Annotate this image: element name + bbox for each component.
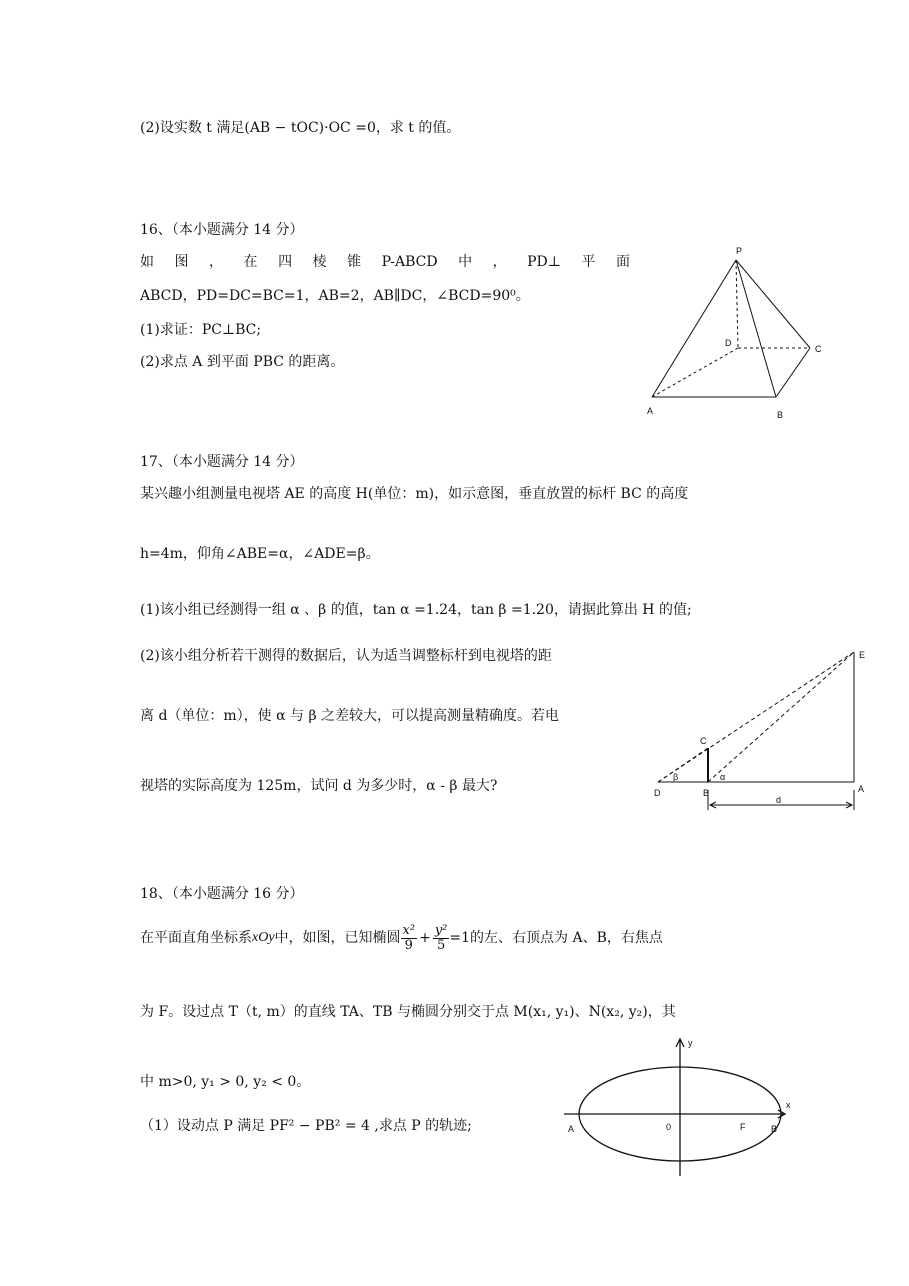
q15-part2: (2)设实数 t 满足(AB − tOC)·OC =0，求 t 的值。 bbox=[140, 120, 461, 136]
q17-part2-line3: 视塔的实际高度为 125m，试问 d 为多少时，α - β 最大? bbox=[140, 778, 498, 794]
q16-word: 锥 bbox=[347, 254, 362, 270]
q16-intro-line1 bbox=[140, 252, 630, 272]
q16-intro-line2: ABCD，PD=DC=BC=1，AB=2，AB∥DC，∠BCD=90⁰。 bbox=[140, 288, 530, 304]
q16-word: 图 bbox=[174, 254, 189, 270]
q18-line1-c: 的左、右顶点为 A、B，右焦点 bbox=[470, 930, 663, 946]
label-P: P bbox=[736, 246, 743, 256]
fraction-x2-over-9 bbox=[401, 924, 418, 953]
label-A: A bbox=[568, 1124, 575, 1134]
q16-word: 棱 bbox=[312, 254, 327, 270]
q16-word: 在 bbox=[243, 254, 258, 270]
label-B: B bbox=[771, 1124, 778, 1134]
q17-part2-line2: 离 d（单位：m），使 α 与 β 之差较大，可以提高测量精确度。若电 bbox=[140, 708, 560, 724]
label-alpha: α bbox=[720, 772, 726, 782]
label-d: d bbox=[776, 795, 782, 805]
q16-word: ， bbox=[492, 254, 507, 270]
q16-part1: (1)求证：PC⊥BC; bbox=[140, 322, 262, 338]
equals-one: =1 bbox=[449, 930, 471, 946]
q16-word: ， bbox=[209, 254, 224, 270]
q18-line1-a: 在平面直角坐标系 bbox=[140, 930, 252, 946]
pyramid-figure bbox=[640, 240, 840, 425]
q18-line1 bbox=[140, 916, 663, 960]
q17-header: 17、（本小题满分 14 分） bbox=[140, 454, 304, 470]
label-B: B bbox=[777, 410, 784, 420]
q18-line2: 为 F。设过点 T（t, m）的直线 TA、TB 与椭圆分别交于点 M(x₁, y₁)、N(x₂, y₂)，其 bbox=[140, 1004, 676, 1020]
frac2-den: 5 bbox=[436, 937, 446, 953]
q18-var-xoy: xOy bbox=[252, 930, 275, 945]
q18-line3: 中 m>0, y₁ > 0, y₂ < 0。 bbox=[140, 1074, 311, 1090]
q17-line2: h=4m，仰角∠ABE=α，∠ADE=β。 bbox=[140, 546, 380, 562]
q16-word: 如 bbox=[140, 254, 154, 270]
label-C: C bbox=[700, 736, 707, 746]
q16-header: 16、（本小题满分 14 分） bbox=[140, 222, 304, 238]
q16-word: P-ABCD bbox=[381, 254, 438, 270]
frac1-den: 9 bbox=[404, 937, 413, 953]
q16-word: 面 bbox=[615, 254, 630, 270]
label-y: y bbox=[688, 1038, 693, 1048]
ellipse-figure bbox=[560, 1030, 810, 1180]
frac1-num: x² bbox=[402, 922, 416, 938]
q18-header: 18、（本小题满分 16 分） bbox=[140, 886, 304, 902]
label-D: D bbox=[654, 788, 661, 798]
frac2-num: y² bbox=[434, 922, 448, 938]
q16-word: 平 bbox=[581, 254, 596, 270]
label-E: E bbox=[859, 650, 866, 660]
q16-part2: (2)求点 A 到平面 PBC 的距离。 bbox=[140, 354, 345, 370]
label-B: B bbox=[703, 788, 710, 798]
q17-part2-line1: (2)该小组分析若干测得的数据后，认为适当调整标杆到电视塔的距 bbox=[140, 648, 552, 664]
label-beta: β bbox=[673, 772, 679, 782]
q18-part1: （1）设动点 P 满足 PF² − PB² = 4 ,求点 P 的轨迹; bbox=[140, 1118, 472, 1134]
fraction-y2-over-5 bbox=[433, 924, 450, 953]
q16-word: 中 bbox=[458, 254, 473, 270]
q16-word: PD⊥ bbox=[527, 254, 561, 270]
label-F: F bbox=[740, 1122, 746, 1132]
label-A: A bbox=[647, 406, 654, 416]
plus-sign: + bbox=[419, 930, 431, 946]
label-A: A bbox=[858, 784, 865, 794]
tower-figure bbox=[650, 640, 875, 820]
label-D: D bbox=[725, 338, 732, 348]
label-C: C bbox=[815, 344, 822, 354]
q18-line1-b: 中，如图，已知椭圆 bbox=[274, 930, 401, 946]
label-O: 0 bbox=[666, 1122, 672, 1132]
q16-word: 四 bbox=[278, 254, 293, 270]
q17-part1: (1)该小组已经测得一组 α 、β 的值，tan α =1.24，tan β =1.20，请据此算出 H 的值; bbox=[140, 602, 692, 618]
q17-line1: 某兴趣小组测量电视塔 AE 的高度 H(单位：m)，如示意图，垂直放置的标杆 BC 的高度 bbox=[140, 486, 689, 502]
label-x: x bbox=[786, 1100, 791, 1110]
